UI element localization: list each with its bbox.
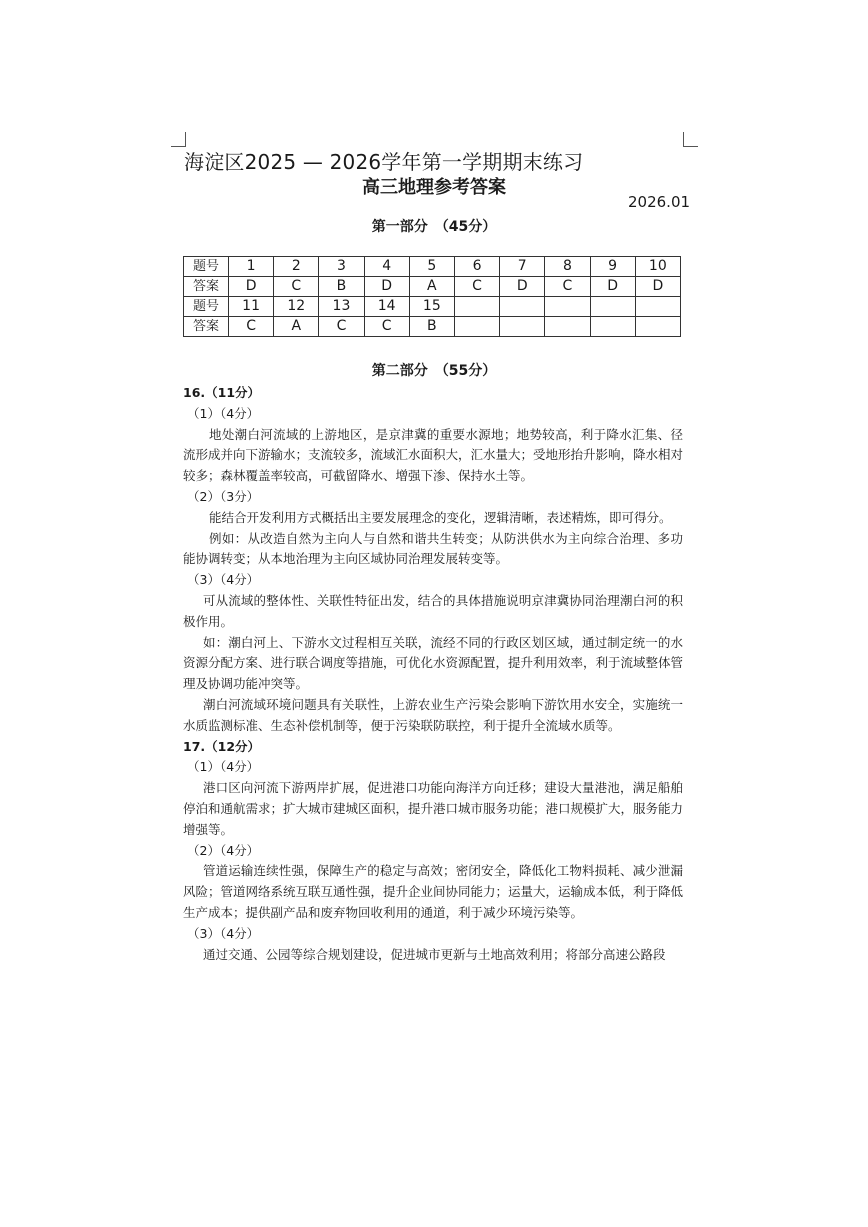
table-cell [590, 297, 635, 317]
table-cell: 9 [590, 257, 635, 277]
q16-sub3-answer: 可从流域的整体性、关联性特征出发，结合的具体措施说明京津冀协同治理潮白河的积极作用。 [183, 592, 683, 629]
part1-heading: 第一部分 （45分） [371, 219, 497, 235]
table-cell: 4 [364, 257, 409, 277]
table-cell: 13 [319, 297, 364, 317]
document-subtitle: 高三地理参考答案 [362, 177, 506, 198]
table-cell [635, 297, 680, 317]
table-cell: 10 [635, 257, 680, 277]
table-cell [454, 297, 499, 317]
table-cell: 7 [500, 257, 545, 277]
table-cell: D [500, 277, 545, 297]
row-label: 题号 [184, 257, 229, 277]
table-cell: C [274, 277, 319, 297]
q17-sub3-label: （3）（4分） [187, 925, 260, 941]
table-cell: 3 [319, 257, 364, 277]
crop-mark-top-left [171, 132, 186, 147]
table-cell [590, 317, 635, 337]
table-cell [500, 297, 545, 317]
table-cell: C [454, 277, 499, 297]
row-label: 答案 [184, 277, 229, 297]
table-cell: 6 [454, 257, 499, 277]
answer-table [183, 256, 681, 337]
q16-sub2-example: 例如：从改造自然为主向人与自然和谐共生转变；从防洪供水为主向综合治理、多功能协调转变；从本地治理为主向区域协同治理发展转变等。 [183, 530, 683, 567]
table-cell: C [364, 317, 409, 337]
q16-sub2-answer: 能结合开发利用方式概括出主要发展理念的变化，逻辑清晰，表述精炼，即可得分。 [209, 509, 672, 525]
table-cell [635, 317, 680, 337]
table-cell: 2 [274, 257, 319, 277]
question-16-title: 16.（11分） [183, 385, 261, 400]
q16-sub3-label: （3）（4分） [187, 572, 260, 588]
table-cell [545, 317, 590, 337]
table-cell: 14 [364, 297, 409, 317]
table-cell: 12 [274, 297, 319, 317]
table-cell [545, 297, 590, 317]
q16-sub3-example: 如：潮白河上、下游水文过程相互关联，流经不同的行政区划区域，通过制定统一的水资源分配方案、进行联合调度等措施，可优化水资源配置，提升利用效率，利于流域整体管理及协调功能冲突等。 [183, 634, 684, 692]
table-cell: B [409, 317, 454, 337]
table-cell: 15 [409, 297, 454, 317]
document-date: 2026.01 [628, 193, 691, 211]
table-cell: C [229, 317, 274, 337]
table-cell [500, 317, 545, 337]
table-cell: B [319, 277, 364, 297]
document-title: 海淀区2025 — 2026学年第一学期期末练习 [184, 150, 584, 174]
table-cell: D [590, 277, 635, 297]
table-cell: C [319, 317, 364, 337]
table-cell: 1 [229, 257, 274, 277]
q17-sub1-answer: 港口区向河流下游两岸扩展，促进港口功能向海洋方向迁移；建设大量港池，满足船舶停泊和通航需求；扩大城市建城区面积，提升港口城市服务功能；港口规模扩大，服务能力增强等。 [183, 780, 684, 837]
q17-sub2-answer: 管道运输连续性强，保障生产的稳定与高效；密闭安全，降低化工物料损耗、减少泄漏风险；管道网络系统互联互通性强，提升企业间协同能力；运量大，运输成本低，利于降低生产成本；提供副产品和废弃物回收利用的通道，利于减少环境污染等。 [183, 863, 684, 920]
table-cell: A [274, 317, 319, 337]
table-cell: D [364, 277, 409, 297]
q17-sub1-label: （1）（4分） [187, 759, 260, 775]
q16-sub2-label: （2）（3分） [187, 488, 260, 504]
part2-heading: 第二部分 （55分） [371, 363, 497, 379]
q16-sub3-example-2: 潮白河流域环境问题具有关联性，上游农业生产污染会影响下游饮用水安全，实施统一水质监测标准、生态补偿机制等，便于污染联防联控，利于提升全流域水质等。 [183, 696, 683, 733]
q17-sub3-answer: 通过交通、公园等综合规划建设，促进城市更新与土地高效利用；将部分高速公路段 [203, 946, 666, 962]
table-row [184, 297, 681, 317]
row-label: 题号 [184, 297, 229, 317]
q16-sub1-answer: 地处潮白河流域的上游地区，是京津冀的重要水源地；地势较高，利于降水汇集、径流形成并向下游输水；支流较多，流域汇水面积大，汇水量大；受地形抬升影响，降水相对较多；森林覆盖率较高，可截留降水、增强下渗、保持水土等。 [183, 426, 684, 484]
table-cell: 8 [545, 257, 590, 277]
q17-sub2-label: （2）（4分） [187, 842, 260, 858]
table-cell: D [635, 277, 680, 297]
table-row [184, 257, 681, 277]
table-cell: 11 [229, 297, 274, 317]
part2-answers [183, 383, 683, 965]
table-cell [454, 317, 499, 337]
row-label: 答案 [184, 317, 229, 337]
table-cell: C [545, 277, 590, 297]
table-cell: D [229, 277, 274, 297]
table-cell: 5 [409, 257, 454, 277]
question-17-title: 17.（12分） [183, 738, 261, 754]
q16-sub1-label: （1）（4分） [187, 405, 260, 421]
crop-mark-top-right [683, 132, 698, 147]
table-row [184, 317, 681, 337]
table-row [184, 277, 681, 297]
table-cell: A [409, 277, 454, 297]
